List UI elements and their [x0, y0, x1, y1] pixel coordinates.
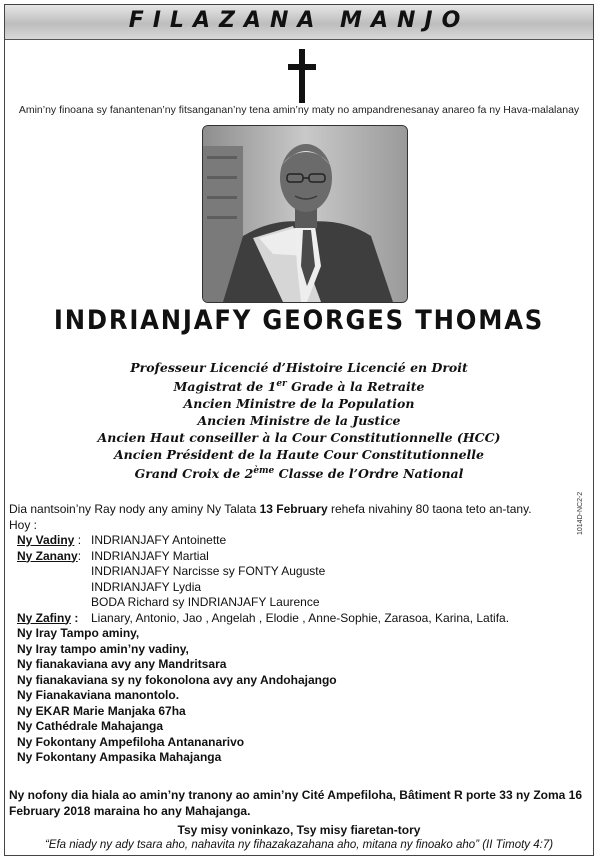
- closing-text: Tsy misy voninkazo, Tsy misy fiaretan-tory: [177, 823, 421, 837]
- obituary-frame: [4, 4, 594, 856]
- titles-block: [5, 359, 593, 482]
- hoy-label: Hoy :: [9, 517, 38, 532]
- others-item: Ny EKAR Marie Manjaka 67ha: [17, 703, 186, 718]
- title-line: Ancien Président de la Haute Cour Constitutionnelle: [113, 447, 485, 463]
- others-item: Ny Fianakaviana manontolo.: [17, 688, 180, 702]
- others-list: [9, 626, 589, 766]
- bible-quote: “Efa niady ny ady tsara aho, nahavita ny fihazakazahana aho, mitana ny finoako aho” (II Timoty 4:7): [44, 839, 554, 851]
- cross-icon: [288, 49, 316, 103]
- others-item: Ny fianakaviana avy any Mandritsara: [17, 657, 227, 671]
- intro-text: Amin’ny finoana sy fanantenan’ny fitsanganan’ny tena amin’ny maty no ampandrenesanay anareo fa ny Hava-malalanay: [18, 104, 580, 116]
- title-line: Ancien Ministre de la Population: [183, 396, 415, 412]
- deceased-name: INDRIANJAFY GEORGES THOMAS: [53, 305, 545, 336]
- title-line: Grand Croix de 2ème Classe de l’Ordre National: [134, 466, 464, 482]
- title-line: Ancien Ministre de la Justice: [197, 413, 401, 429]
- announcement-text: Dia nantsoin’ny Ray nody any aminy Ny Talata 13 February rehefa nivahiny 80 taona teto an-tany.: [9, 502, 532, 516]
- zafiny-value: Lianary, Antonio, Jao , Angelah , Elodie , Anne-Sophie, Zarasoa, Karina, Latifa.: [91, 610, 510, 625]
- others-item: Ny Fokontany Ampasika Mahajanga: [17, 750, 222, 764]
- portrait-photo: [202, 125, 408, 303]
- title-line: Ancien Haut conseiller à la Cour Constitutionnelle (HCC): [97, 430, 501, 446]
- header-banner: [5, 5, 593, 40]
- address-text: Ny nofony dia hiala ao amin’ny tranony ao amin’ny Cité Ampefiloha, Bâtiment R porte 33 ny Zoma 16 February 2018 maraina ho any Mahajanga.: [9, 788, 582, 818]
- zanany-row: Ny Zanany: INDRIANJAFY Martial INDRIANJAFY Narcisse sy FONTY Auguste INDRIANJAFY Lydia BODA Richard sy INDRIANJAFY Laurence: [17, 548, 326, 609]
- others-item: Ny Iray Tampo aminy,: [17, 626, 140, 640]
- others-item: Ny Cathédrale Mahajanga: [17, 719, 164, 733]
- family-section: [9, 502, 589, 766]
- zanany-item: INDRIANJAFY Narcisse sy FONTY Auguste: [91, 564, 326, 578]
- others-item: Ny Iray tampo amin’ny vadiny,: [17, 641, 189, 656]
- zanany-item: BODA Richard sy INDRIANJAFY Laurence: [91, 595, 320, 609]
- vadiny-value: INDRIANJAFY Antoinette: [91, 533, 227, 547]
- others-item: Ny fianakaviana sy ny fokonolona avy any Andohajango: [17, 672, 337, 687]
- vadiny-row: Ny Vadiny : INDRIANJAFY Antoinette: [17, 533, 227, 547]
- others-item: Ny Fokontany Ampefiloha Antananarivo: [17, 734, 245, 749]
- zanany-item: INDRIANJAFY Lydia: [91, 579, 202, 594]
- title-line: Magistrat de 1er Grade à la Retraite: [173, 379, 425, 395]
- header-title: FILAZANA MANJO: [128, 8, 470, 33]
- zafiny-row: Ny Zafiny : Lianary, Antonio, Jao , Angelah , Elodie , Anne-Sophie, Zarasoa, Karina, Latifa.: [17, 610, 510, 625]
- title-line: Professeur Licencié d’Histoire Licencié en Droit: [130, 360, 468, 375]
- side-code: 1014D-NC2-2: [577, 491, 584, 535]
- zanany-item: INDRIANJAFY Martial: [91, 548, 209, 563]
